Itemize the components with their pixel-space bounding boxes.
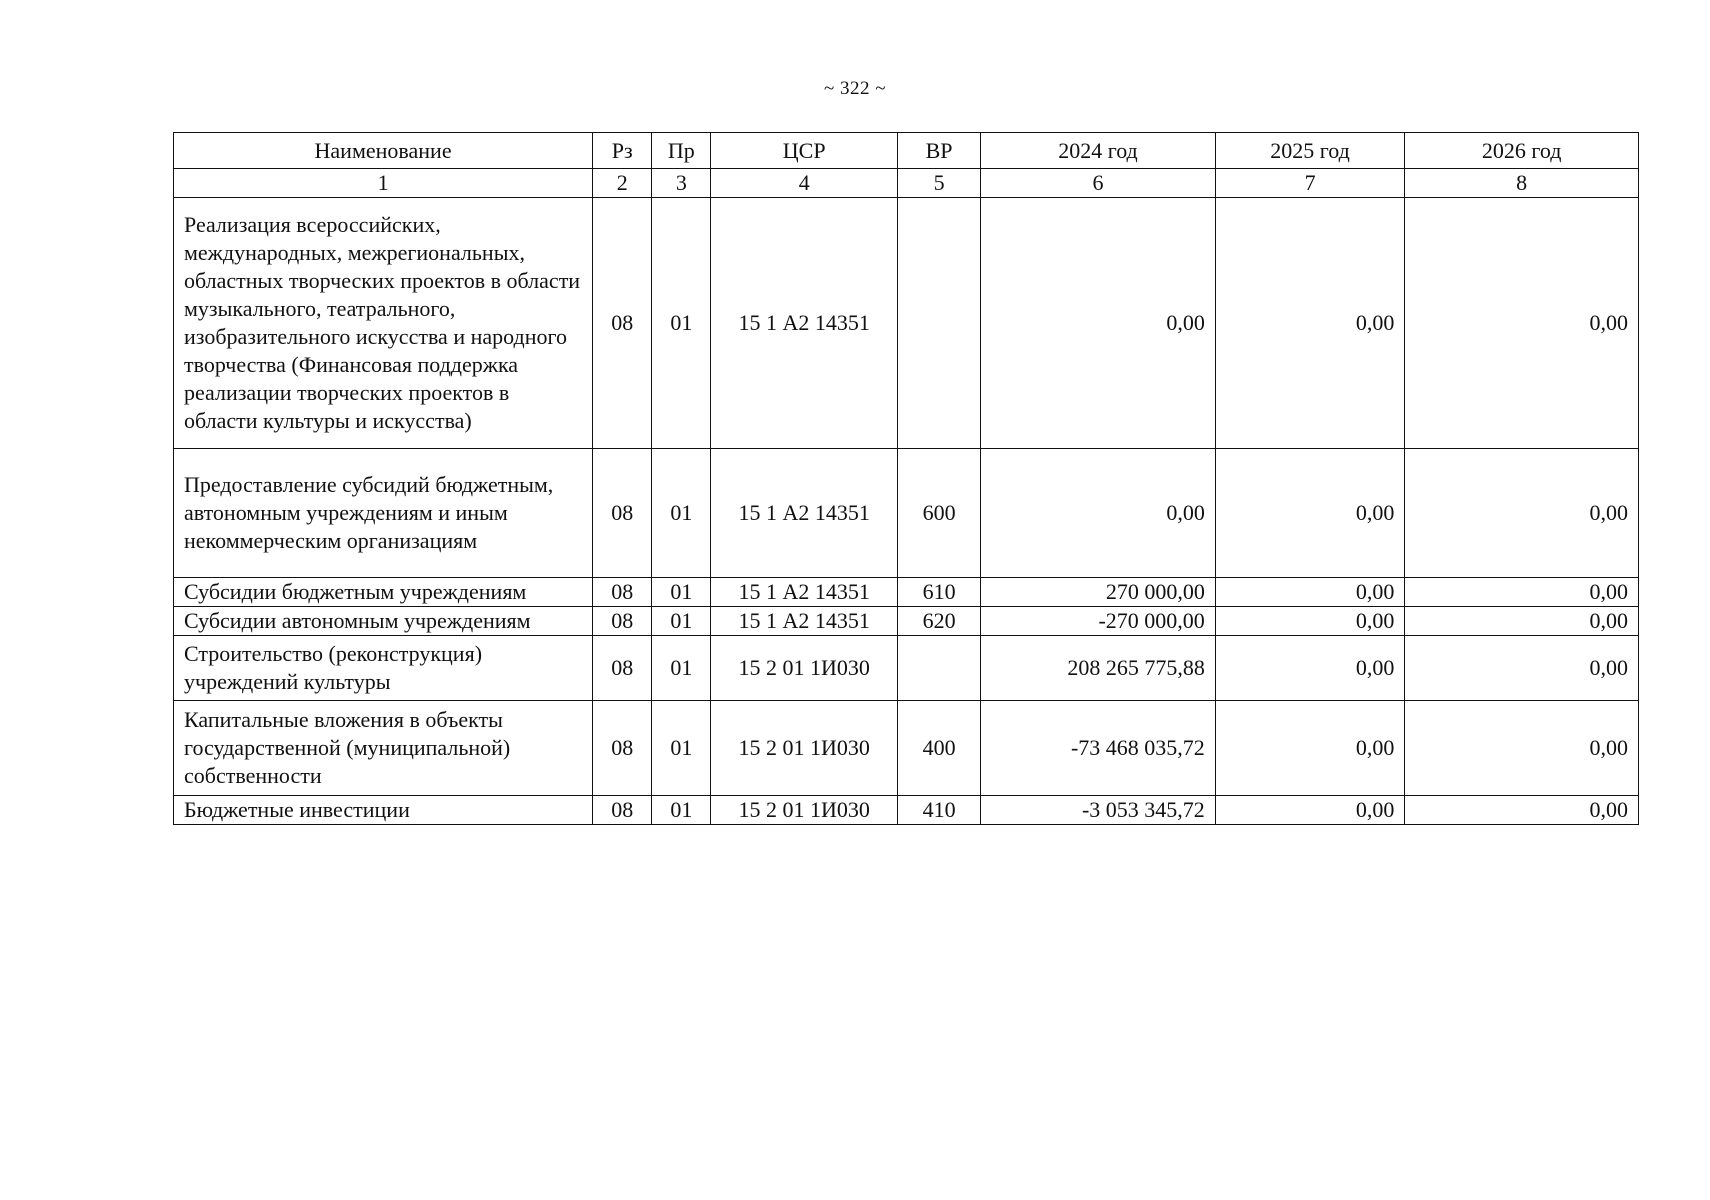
cell-vr: 400: [897, 701, 980, 796]
cell-2025: 0,00: [1215, 607, 1405, 636]
column-number: 5: [897, 169, 980, 198]
cell-rz: 08: [593, 636, 652, 701]
cell-pr: 01: [652, 636, 711, 701]
cell-pr: 01: [652, 701, 711, 796]
column-number: 3: [652, 169, 711, 198]
table-row: [174, 701, 1639, 796]
cell-name: Предоставление субсидий бюджетным, автономным учреждениям и иным некоммерческим организациям: [174, 449, 593, 578]
column-number: 4: [711, 169, 898, 198]
budget-table: [173, 132, 1639, 825]
cell-2025: 0,00: [1215, 198, 1405, 449]
cell-2026: 0,00: [1405, 796, 1639, 825]
cell-rz: 08: [593, 578, 652, 607]
table-row: [174, 796, 1639, 825]
table-row: [174, 607, 1639, 636]
column-number: 7: [1215, 169, 1405, 198]
cell-rz: 08: [593, 796, 652, 825]
page-number: ~ 322 ~: [823, 78, 887, 99]
cell-name: Строительство (реконструкция) учреждений культуры: [174, 636, 593, 701]
header-csr: ЦСР: [711, 133, 898, 169]
cell-csr: 15 2 01 1И030: [711, 636, 898, 701]
cell-pr: 01: [652, 607, 711, 636]
cell-pr: 01: [652, 796, 711, 825]
cell-name: Бюджетные инвестиции: [174, 796, 593, 825]
column-number: 6: [981, 169, 1216, 198]
cell-2024: -270 000,00: [981, 607, 1216, 636]
cell-2026: 0,00: [1405, 449, 1639, 578]
column-number-row: [174, 169, 1639, 198]
cell-name: Субсидии автономным учреждениям: [174, 607, 593, 636]
table-row: [174, 636, 1639, 701]
table-row: [174, 578, 1639, 607]
cell-2024: 270 000,00: [981, 578, 1216, 607]
cell-csr: 15 1 А2 14351: [711, 578, 898, 607]
cell-name: Реализация всероссийских, международных, межрегиональных, областных творческих проектов в области музыкального, театрального, изобразительного искусства и народного творчества (Финансовая поддержка реализации творческих проектов в области культуры и искусства): [174, 198, 593, 449]
cell-name: Капитальные вложения в объекты государственной (муниципальной) собственности: [174, 701, 593, 796]
cell-rz: 08: [593, 449, 652, 578]
cell-2025: 0,00: [1215, 636, 1405, 701]
cell-2024: 0,00: [981, 198, 1216, 449]
cell-vr: 620: [897, 607, 980, 636]
cell-2026: 0,00: [1405, 701, 1639, 796]
cell-2025: 0,00: [1215, 796, 1405, 825]
cell-csr: 15 2 01 1И030: [711, 796, 898, 825]
cell-rz: 08: [593, 198, 652, 449]
table-row: [174, 449, 1639, 578]
cell-2024: 0,00: [981, 449, 1216, 578]
cell-csr: 15 1 А2 14351: [711, 449, 898, 578]
cell-vr: [897, 636, 980, 701]
cell-vr: [897, 198, 980, 449]
cell-2024: 208 265 775,88: [981, 636, 1216, 701]
cell-2026: 0,00: [1405, 578, 1639, 607]
cell-csr: 15 1 А2 14351: [711, 198, 898, 449]
header-name: Наименование: [174, 133, 593, 169]
header-vr: ВР: [897, 133, 980, 169]
header-row: [174, 133, 1639, 169]
cell-vr: 600: [897, 449, 980, 578]
cell-rz: 08: [593, 607, 652, 636]
cell-2026: 0,00: [1405, 198, 1639, 449]
cell-pr: 01: [652, 578, 711, 607]
header-rz: Рз: [593, 133, 652, 169]
cell-vr: 610: [897, 578, 980, 607]
cell-2025: 0,00: [1215, 449, 1405, 578]
table-row: [174, 198, 1639, 449]
header-2026: 2026 год: [1405, 133, 1639, 169]
cell-2024: -73 468 035,72: [981, 701, 1216, 796]
cell-2024: -3 053 345,72: [981, 796, 1216, 825]
cell-csr: 15 1 А2 14351: [711, 607, 898, 636]
cell-2025: 0,00: [1215, 578, 1405, 607]
header-2024: 2024 год: [981, 133, 1216, 169]
cell-name: Субсидии бюджетным учреждениям: [174, 578, 593, 607]
column-number: 2: [593, 169, 652, 198]
cell-csr: 15 2 01 1И030: [711, 701, 898, 796]
column-number: 1: [174, 169, 593, 198]
header-2025: 2025 год: [1215, 133, 1405, 169]
column-number: 8: [1405, 169, 1639, 198]
header-pr: Пр: [652, 133, 711, 169]
cell-pr: 01: [652, 198, 711, 449]
cell-2025: 0,00: [1215, 701, 1405, 796]
cell-2026: 0,00: [1405, 607, 1639, 636]
cell-vr: 410: [897, 796, 980, 825]
cell-pr: 01: [652, 449, 711, 578]
cell-2026: 0,00: [1405, 636, 1639, 701]
cell-rz: 08: [593, 701, 652, 796]
